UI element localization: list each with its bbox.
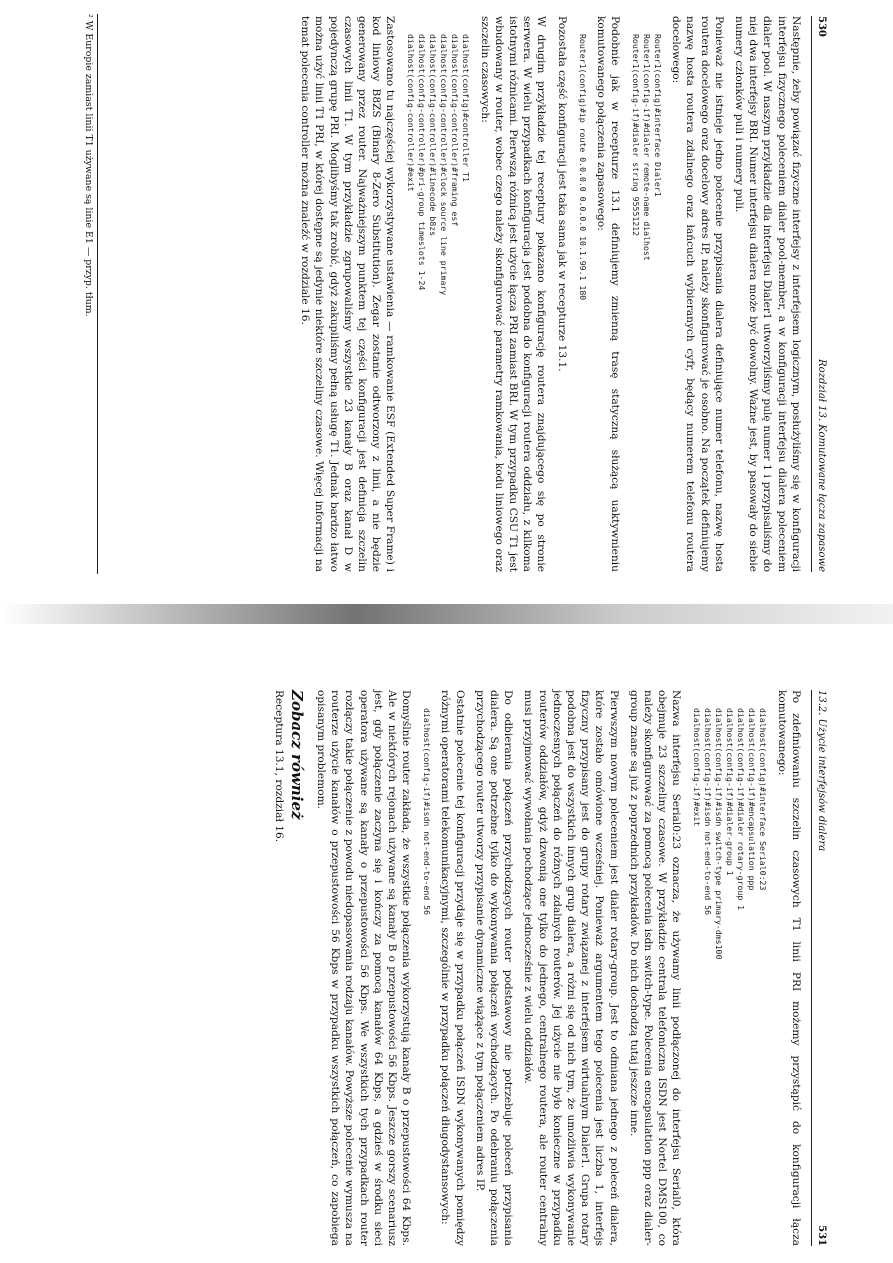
left-page-number: 530 (816, 16, 827, 37)
right-paragraph-6: Domyślnie router zakłada, że wszystkie połączenia wykorzystują kanały B o przepustowości 64 Kbps. Ale w niektórych rejonach używane są kanały B o przepustowości 56 Kbps. Jeszcze gorszy scenariusz jest, gdy połączenie zaczyna się i kończy za pomocą kanałów 64 Kbps, a gdzieś w środku sieci operatora używane są kanały o przepustowości 56 Kbps. We wszystkich tych przypadkach router rozłączy takie połączenie z powodu niedopasowania rodzaju kanałów. Powyższe polecenie wymusza na routerze użycie kanałów o przepustowości 56 Kbps w przypadku wszystkich połączeń, co zapobiega opisanym problemom. (314, 690, 413, 1246)
right-paragraph-3: Pierwszym nowym poleceniem jest dialer rotary-group. Jest to odmiana jednego z poleceń dialera, które zostało omówione wcześniej. Ponieważ argumentem tego polecenia jest liczba 1, interfejs fizyczny przypisany jest do grupy rotary związanej z interfejsem wirtualnym Dialer1. Grupa rotary podobna jest do wszystkich innych grup dialera, a różni się od nich tym, że umożliwia wykonywanie jednoczesnych połączeń do różnych zdalnych routerów. Jej użycie nie było konieczne w przypadku routerów oddziałów, gdyż dzwonią one tylko do jednego, centralnego routera, ale router centralny musi przyjmować wywołania pochodzące jednocześnie z wielu oddziałów. (522, 690, 620, 1246)
right-paragraph-4: Do odbierania połączeń przychodzących router podstawowy nie potrzebuje poleceń przypisania dialera. Są one potrzebne tylko do wykonywania połączeń wychodzących. Po odebraniu połączenia przychodzącego router utworzy przypisanie dynamiczne wiążące z tym połączeniem adres IP. (473, 690, 515, 1246)
left-paragraph-6: Zastosowano tu najczęściej wykorzystywane ustawienia — ramkowanie ESF (Extended Super Frame) i kod liniowy B8ZS (Binary 8-Zero Substitution). Zegar zostanie odtworzony z linii, a nie będzie generowany przez router. Najważniejszym punktem tej części konfiguracji jest definicja szczelin czasowych linii T1. W tym przykładzie zgrupowaliśmy wszystkie 23 kanały B oraz kanał D w pojedynczą grupę PRI. Moglibyśmy tak zrobić, gdyż zakupiliśmy pełną usługę T1. Jednak bardzo łatwo można użyć linii T1 PRI, w której dostępne są jedynie niektóre szczeliny czasowe. Więcej informacji na temat polecenia controller można znaleźć w rozdziale 16. (299, 16, 397, 572)
see-also-heading: Zobacz również (287, 690, 306, 820)
right-paragraph-1: Po zdefiniowaniu szczelin czasowych T1 linii PRI możemy przystąpić do konfiguracji łącza komutowanego: (775, 690, 802, 1246)
left-page (76, 14, 828, 574)
left-paragraph-4: Pozostała część konfiguracji jest taka sama jak w recepturze 13.1. (555, 16, 568, 372)
see-also-text: Receptura 13.1, rozdział 16. (272, 690, 285, 843)
left-paragraph-1: Następnie, żeby powiązać fizyczne interfejsy z interfejsem logicznym, posłużyliśmy się w konfiguracji interfejsu fizycznego poleceniem dialer pool-member, a w konfiguracji interfejsu dialera poleceniem dialer pool. W naszym przykładzie dla interfejsu Dialer1 utworzyliśmy pulę numer 1 i przypisaliśmy do niej dwa interfejsy BRI. Numer interfejsu dialera może być dowolny. Ważne jest, by pasowały do siebie numery członków puli i numery puli. (732, 16, 802, 572)
right-code-block-1: dialhost(config)#interface Serial0:23 dialhost(config-if)#encapsulation ppp dialhost(config-if)#dialer rotary-group 1 dialhost(config-if)#dialer-group 1 dialhost(config-if)#isdn switch-type primary-dms100 dialhost(config-if)#isdn not-end-to-end 56 dialhost(config-if)#exit (692, 708, 769, 960)
right-running-title: 13.2. Użycie interfejsów dialera (816, 690, 827, 852)
left-code-block-3: dialhost(config)#controller T1 dialhost(config-controller)#framing esf dialhost(config-controller)#clock source line primary dialhost(config-controller)#linecode b8zs dialhost(config-controller)#pri-group timeslots 1-24 dialhost(config-controller)#exit (406, 34, 472, 296)
right-paragraph-5: Ostatnie polecenie tej konfiguracji przydaje się w przypadku połączeń ISDN wykonywanych pomiędzy różnymi operatorami telekomunikacyjnymi, szczególnie w przypadku połączeń długodystansowych: (439, 690, 466, 1246)
right-code-block-2: dialhost(config-if)#isdn not-end-to-end 56 (422, 708, 433, 916)
left-code-block-2: Router1(config)#ip route 0.0.0.0 0.0.0.0 10.1.99.1 180 (577, 34, 588, 301)
left-paragraph-5: W drugim przykładzie tej receptury pokazano konfigurację routera znajdującego się po stronie serwera. W wielu przypadkach konfiguracja jest podobna do konfiguracji routera oddziału, z kilkoma istotnymi różnicami. Pierwszą różnicą jest użycie łącza PRI zamiast BRI. W tym przypadku CSU T1 jest wbudowany w router, wobec czego należy skonfigurować parametry ramkowania, kodu liniowego oraz szczelin czasowych: (478, 16, 548, 572)
right-page (76, 688, 828, 1248)
left-footnote: ² W Europie zamiast linii T1 używane są linie E1 — przyp. tłum. (82, 14, 98, 574)
right-paragraph-2: Nazwa interfejsu Serial0:23 oznacza, że używamy linii podłączonej do interfejsu Serial0, która obejmuje 23 szczeliny czasowe. W przykładzie centrala telefoniczna ISDN jest Nortel DMS100, co należy skonfigurować za pomocą polecenia isdn switch-type. Polecenia encapsulation ppp oraz dialer-group znane są już z poprzednich przykładów. Do nich dochodzą tutaj jeszcze inne. (627, 690, 683, 1246)
right-page-number: 531 (816, 1225, 827, 1246)
binding-gutter-shadow (0, 604, 893, 624)
left-page-header (811, 16, 828, 572)
left-running-title: Rozdział 13. Komutowane łącza zapasowe (816, 359, 827, 572)
right-page-header (811, 690, 828, 1246)
left-code-block-1: Router1(config)#interface Dialer1 Router1(config-if)#dialer remote-name dialhost Router1(config-if)#dialer string 95551212 (630, 34, 663, 261)
left-paragraph-2: Ponieważ nie istnieje jedno polecenie przypisania dialera definiujące numer telefonu, nazwę hosta routera docelowego oraz docelowy adres IP, należy skonfigurować je osobno. Na początek definiujemy nazwę hosta routera zdalnego oraz łańcuch wybieranych cyfr, będący numerem telefonu routera docelowego: (670, 16, 725, 572)
left-paragraph-3: Podobnie jak w recepturze 13.1 definiujemy zmienną trasę statyczną służącą uaktywnieniu komutowanego połączenia zapasowego: (594, 16, 621, 572)
